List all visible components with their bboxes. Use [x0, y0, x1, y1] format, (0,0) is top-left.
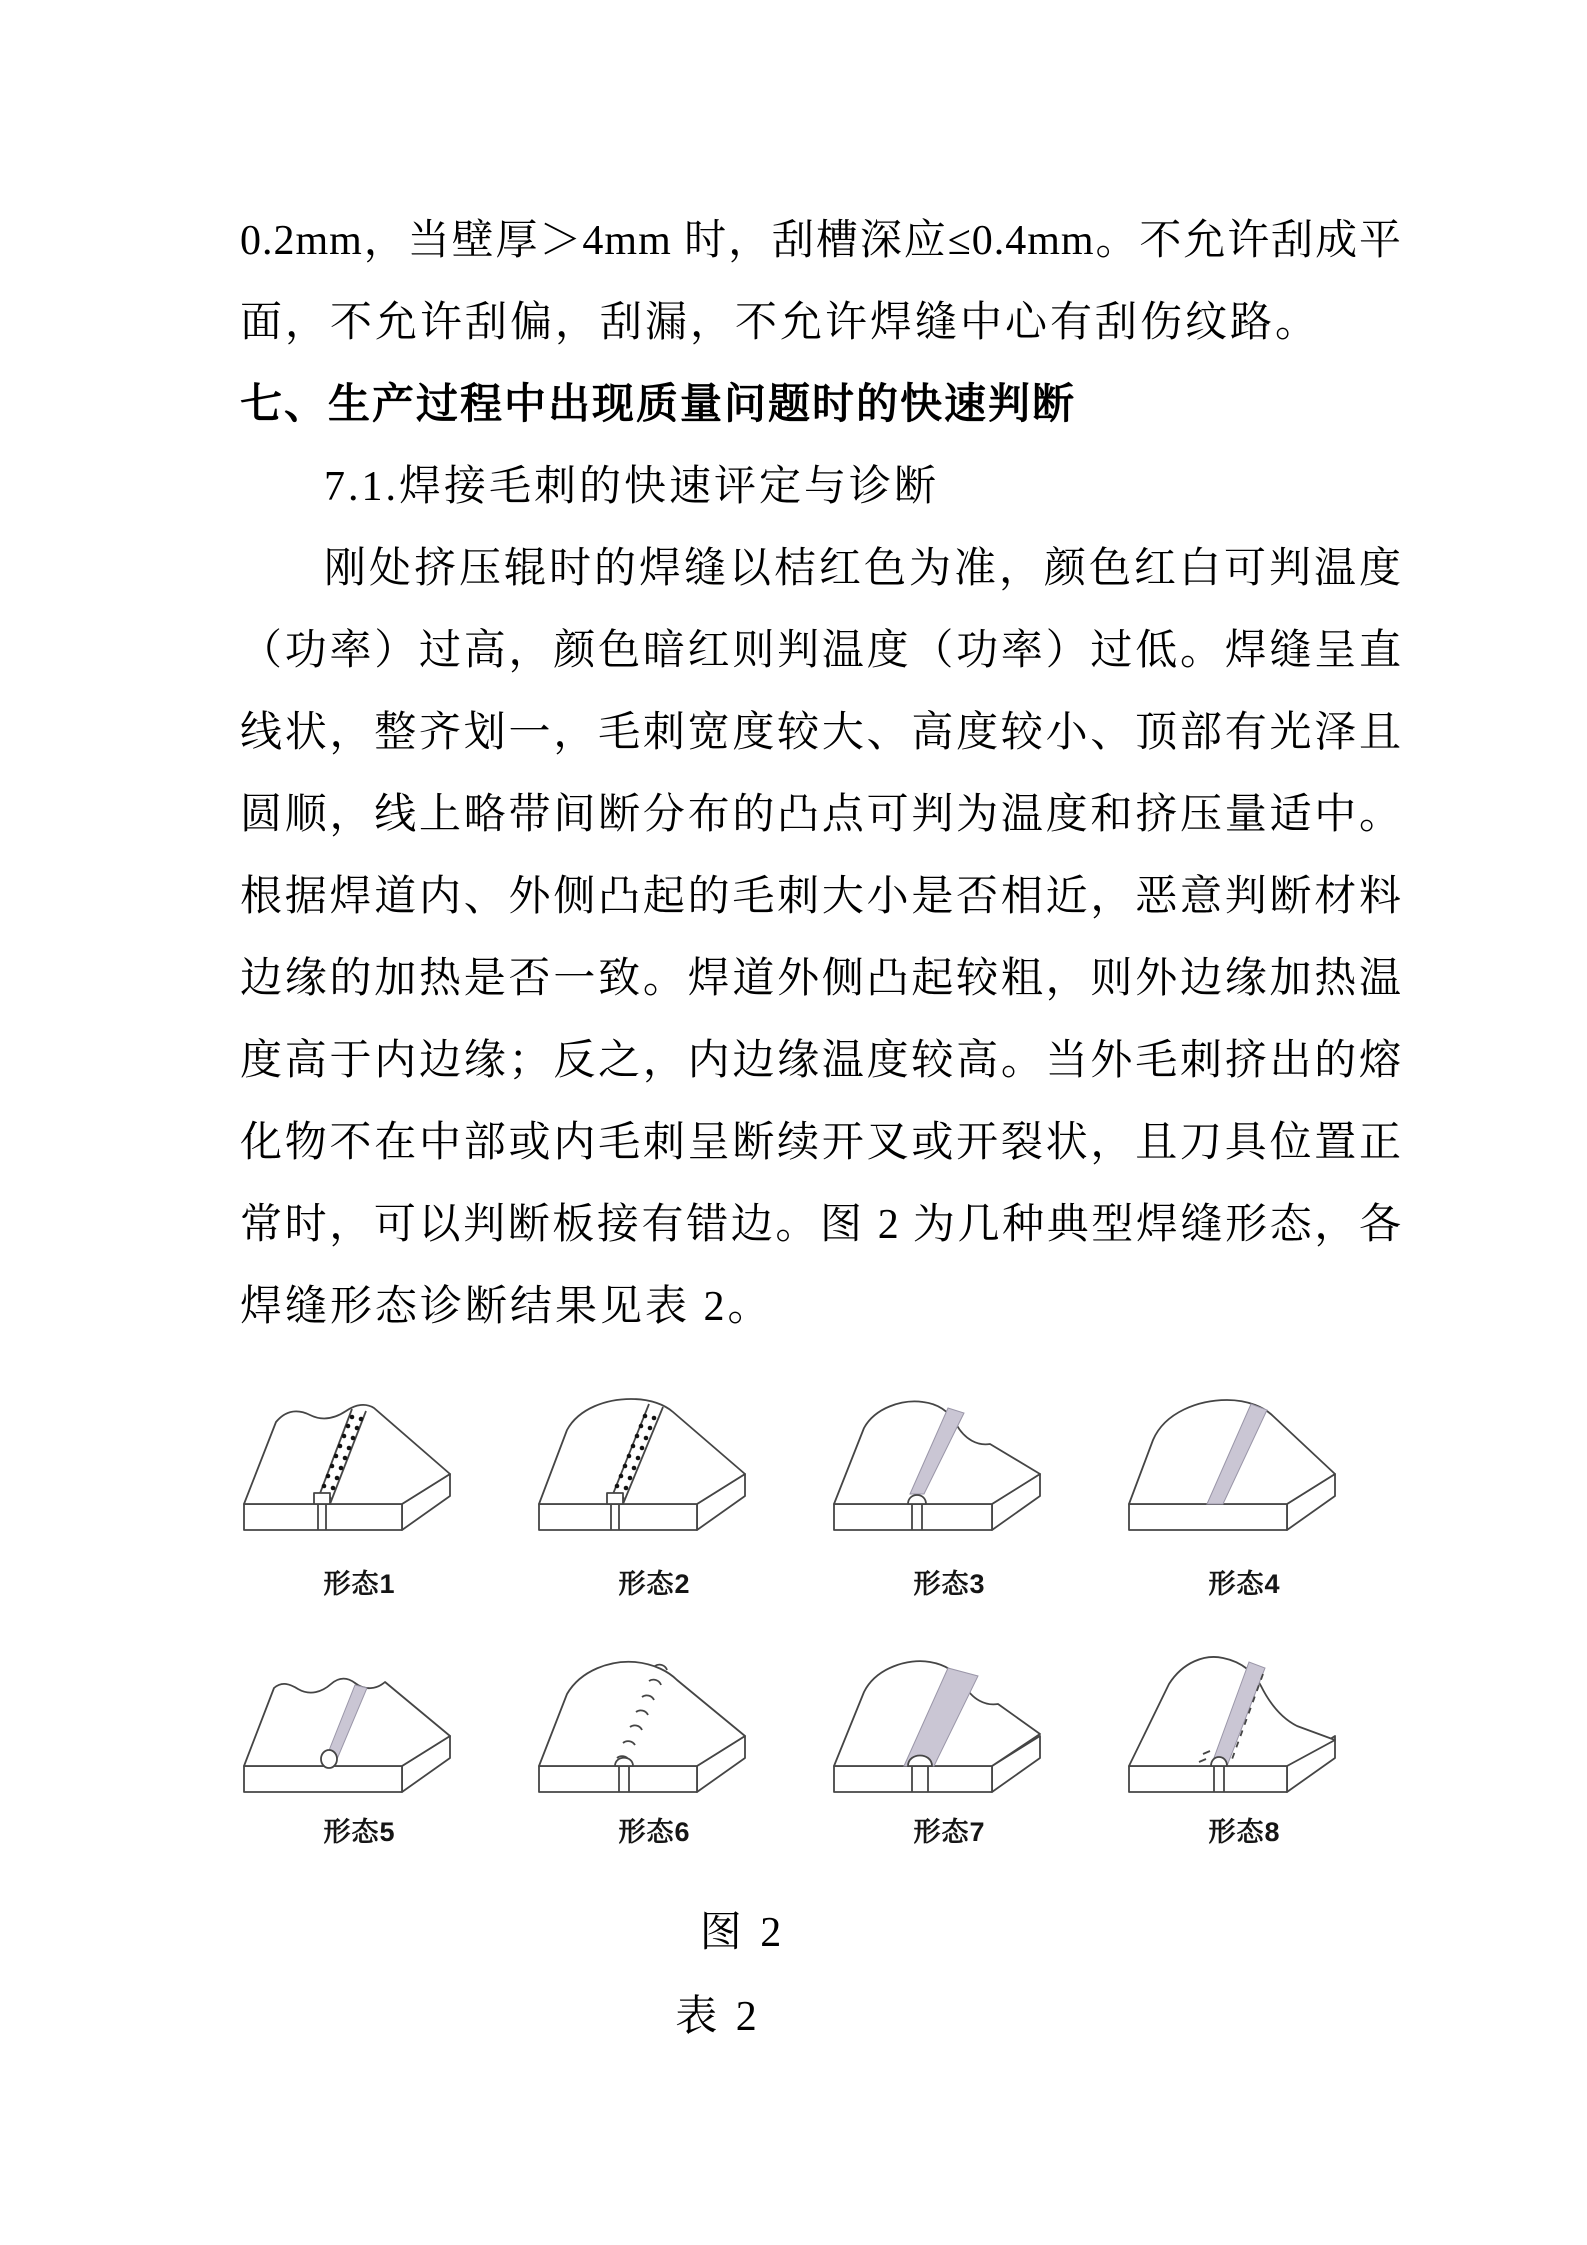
subsection-heading: 7.1.焊接毛刺的快速评定与诊断 — [324, 464, 940, 510]
body-line: 线状，整齐划一，毛刺宽度较大、高度较小、顶部有光泽且 — [240, 710, 1402, 756]
body-line: 0.2mm，当壁厚＞4mm 时，刮槽深应≤0.4mm。不允许刮成平 — [240, 218, 1402, 264]
body-line: 根据焊道内、外侧凸起的毛刺大小是否相近，恶意判断材料 — [240, 874, 1402, 920]
weld-form-4 — [1097, 1382, 1392, 1600]
weld-form-3 — [802, 1382, 1097, 1600]
weld-form-2-diagram — [519, 1382, 791, 1544]
figure-caption: 图 2 — [699, 1910, 786, 1956]
weld-form-3-diagram — [814, 1382, 1086, 1544]
body-line: 度高于内边缘；反之，内边缘温度较高。当外毛刺挤出的熔 — [240, 1038, 1402, 1084]
body-line: （功率）过高，颜色暗红则判温度（功率）过低。焊缝呈直 — [240, 628, 1402, 674]
body-line: 面，不允许刮偏，刮漏，不允许焊缝中心有刮伤纹路。 — [240, 300, 1321, 346]
body-text — [240, 200, 1402, 1348]
body-line: 边缘的加热是否一致。焊道外侧凸起较粗，则外边缘加热温 — [240, 956, 1402, 1002]
body-line: 常时，可以判断板接有错边。图 2 为几种典型焊缝形态，各 — [240, 1202, 1402, 1248]
figure-2-diagrams — [212, 1382, 1392, 1848]
weld-form-7 — [802, 1600, 1097, 1848]
weld-form-label: 形态8 — [1208, 1817, 1281, 1847]
weld-form-4-diagram — [1109, 1382, 1381, 1544]
weld-form-8 — [1097, 1600, 1392, 1848]
weld-form-6-diagram — [519, 1644, 791, 1806]
weld-form-5 — [212, 1600, 507, 1848]
weld-form-1-diagram — [224, 1382, 496, 1544]
weld-form-5-diagram — [224, 1644, 496, 1806]
weld-form-label: 形态2 — [618, 1569, 691, 1599]
weld-form-7-diagram — [814, 1644, 1086, 1806]
body-line: 圆顺，线上略带间断分布的凸点可判为温度和挤压量适中。 — [240, 792, 1402, 838]
body-line: 刚处挤压辊时的焊缝以桔红色为准，颜色红白可判温度 — [324, 546, 1402, 592]
weld-form-label: 形态1 — [323, 1569, 396, 1599]
weld-form-2 — [507, 1382, 802, 1600]
body-line: 焊缝形态诊断结果见表 2。 — [240, 1284, 773, 1330]
weld-form-label: 形态7 — [913, 1817, 986, 1847]
weld-form-label: 形态4 — [1208, 1569, 1281, 1599]
weld-form-label: 形态3 — [913, 1569, 986, 1599]
weld-form-1 — [212, 1382, 507, 1600]
weld-form-label: 形态5 — [323, 1817, 396, 1847]
weld-form-label: 形态6 — [618, 1817, 691, 1847]
weld-form-8-diagram — [1109, 1644, 1381, 1806]
weld-form-6 — [507, 1600, 802, 1848]
body-line: 化物不在中部或内毛刺呈断续开叉或开裂状，且刀具位置正 — [240, 1120, 1402, 1166]
section-heading: 七、生产过程中出现质量问题时的快速判断 — [240, 382, 1077, 428]
table-caption: 表 2 — [675, 1994, 761, 2040]
